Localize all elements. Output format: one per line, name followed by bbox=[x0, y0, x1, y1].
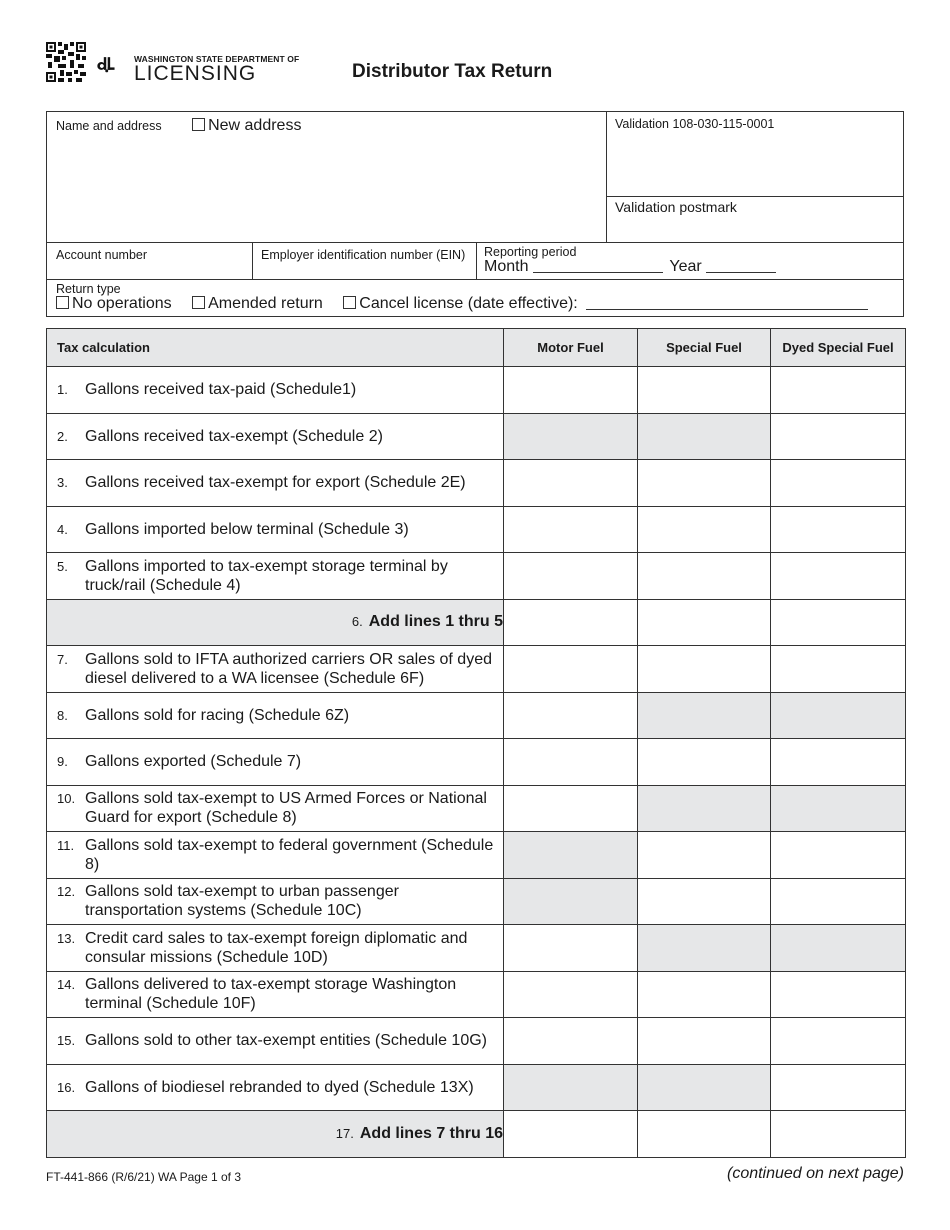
dyed-special-fuel-input[interactable] bbox=[771, 1018, 906, 1065]
dyed-special-fuel-input[interactable] bbox=[771, 506, 906, 553]
motor-fuel-input[interactable] bbox=[504, 785, 638, 832]
motor-fuel-input[interactable] bbox=[504, 599, 638, 646]
dyed-special-fuel-disabled bbox=[771, 785, 906, 832]
table-row bbox=[47, 925, 906, 972]
table-row bbox=[47, 692, 906, 739]
table-row bbox=[47, 832, 906, 879]
motor-fuel-input[interactable] bbox=[504, 925, 638, 972]
motor-fuel-input[interactable] bbox=[504, 506, 638, 553]
line-text: Gallons imported below terminal (Schedule 3) bbox=[85, 520, 409, 538]
table-header-row bbox=[47, 329, 906, 367]
form-id: FT-441-866 (R/6/21) WA Page 1 of 3 bbox=[46, 1170, 241, 1184]
table-row bbox=[47, 971, 906, 1018]
special-fuel-input[interactable] bbox=[638, 553, 771, 600]
new-address-checkbox[interactable] bbox=[192, 118, 205, 131]
line-description bbox=[47, 460, 504, 507]
amended-return-label: Amended return bbox=[208, 295, 323, 312]
tax-calculation-table bbox=[46, 328, 906, 1158]
dyed-special-fuel-input[interactable] bbox=[771, 739, 906, 786]
line-text: Gallons received tax-exempt (Schedule 2) bbox=[85, 427, 383, 445]
motor-fuel-input[interactable] bbox=[504, 553, 638, 600]
year-label: Year bbox=[669, 258, 702, 275]
line-number: 5. bbox=[57, 558, 68, 574]
cancel-license-checkbox[interactable] bbox=[343, 296, 356, 309]
validation-postmark-label: Validation postmark bbox=[615, 199, 737, 215]
line-number: 14. bbox=[57, 977, 76, 993]
line-description bbox=[47, 971, 504, 1018]
line-text: Gallons sold tax-exempt to urban passenger transportation systems (Schedule 10C) bbox=[85, 883, 399, 920]
column-header-dyed-special-fuel: Dyed Special Fuel bbox=[771, 329, 906, 367]
line-text: Gallons of biodiesel rebranded to dyed (Schedule 13X) bbox=[85, 1078, 474, 1096]
special-fuel-input[interactable] bbox=[638, 739, 771, 786]
special-fuel-disabled bbox=[638, 413, 771, 460]
line-number: 9. bbox=[57, 754, 68, 770]
line-text: Gallons sold tax-exempt to US Armed Forces or National Guard for export (Schedule 8) bbox=[85, 790, 487, 827]
ein-label: Employer identification number (EIN) bbox=[261, 248, 466, 262]
cancel-license-label: Cancel license (date effective): bbox=[359, 295, 578, 312]
table-row bbox=[47, 460, 906, 507]
month-field[interactable] bbox=[533, 258, 663, 273]
special-fuel-disabled bbox=[638, 785, 771, 832]
dyed-special-fuel-input[interactable] bbox=[771, 1111, 906, 1158]
special-fuel-input[interactable] bbox=[638, 878, 771, 925]
line-number: 7. bbox=[57, 651, 68, 667]
year-field[interactable] bbox=[706, 258, 776, 273]
line-description bbox=[47, 925, 504, 972]
line-number: 10. bbox=[57, 791, 76, 807]
special-fuel-input[interactable] bbox=[638, 646, 771, 693]
ein-cell[interactable] bbox=[253, 242, 477, 279]
motor-fuel-disabled bbox=[504, 832, 638, 879]
line-description bbox=[47, 413, 504, 460]
account-number-cell[interactable] bbox=[47, 242, 253, 279]
line-text: Gallons delivered to tax-exempt storage Washington terminal (Schedule 10F) bbox=[85, 976, 457, 1013]
line-description bbox=[47, 646, 504, 693]
return-type-cell bbox=[47, 279, 903, 316]
line-description bbox=[47, 832, 504, 879]
line-number: 17. bbox=[335, 1125, 354, 1141]
line-description bbox=[47, 506, 504, 553]
line-text: Add lines 1 thru 5 bbox=[368, 613, 503, 631]
column-header-tax-calculation: Tax calculation bbox=[47, 329, 504, 367]
line-number: 12. bbox=[57, 884, 76, 900]
motor-fuel-input[interactable] bbox=[504, 646, 638, 693]
barcode-icon bbox=[46, 42, 86, 82]
line-text: Gallons exported (Schedule 7) bbox=[85, 753, 302, 771]
return-type-label: Return type bbox=[56, 282, 121, 296]
special-fuel-input[interactable] bbox=[638, 599, 771, 646]
special-fuel-input[interactable] bbox=[638, 367, 771, 414]
name-address-label: Name and address bbox=[56, 119, 162, 133]
line-number: 1. bbox=[57, 382, 68, 398]
motor-fuel-input[interactable] bbox=[504, 739, 638, 786]
motor-fuel-input[interactable] bbox=[504, 460, 638, 507]
month-label: Month bbox=[484, 258, 529, 275]
no-operations-label: No operations bbox=[72, 295, 172, 312]
taxpayer-info-box bbox=[46, 111, 904, 317]
line-number: 15. bbox=[57, 1033, 76, 1049]
dyed-special-fuel-input[interactable] bbox=[771, 460, 906, 507]
table-row bbox=[47, 506, 906, 553]
line-number: 16. bbox=[57, 1079, 76, 1095]
motor-fuel-input[interactable] bbox=[504, 367, 638, 414]
motor-fuel-input[interactable] bbox=[504, 971, 638, 1018]
table-row bbox=[47, 785, 906, 832]
line-text: Gallons sold tax-exempt to federal government (Schedule 8) bbox=[85, 836, 494, 873]
special-fuel-input[interactable] bbox=[638, 460, 771, 507]
line-description bbox=[47, 878, 504, 925]
special-fuel-disabled bbox=[638, 925, 771, 972]
table-row bbox=[47, 1064, 906, 1111]
line-number: 13. bbox=[57, 930, 76, 946]
line-description bbox=[47, 1018, 504, 1065]
reporting-period-label: Reporting period bbox=[484, 245, 577, 259]
dyed-special-fuel-disabled bbox=[771, 925, 906, 972]
dyed-special-fuel-input[interactable] bbox=[771, 413, 906, 460]
new-address-label: New address bbox=[208, 117, 302, 134]
reporting-period-cell bbox=[477, 242, 903, 279]
line-text: Gallons received tax-paid (Schedule1) bbox=[85, 381, 357, 399]
motor-fuel-input[interactable] bbox=[504, 692, 638, 739]
dol-logo-icon bbox=[96, 46, 136, 82]
amended-return-checkbox[interactable] bbox=[192, 296, 205, 309]
agency-name-large: LICENSING bbox=[134, 62, 257, 85]
no-operations-checkbox[interactable] bbox=[56, 296, 69, 309]
line-description bbox=[47, 785, 504, 832]
table-row bbox=[47, 878, 906, 925]
line-text: Gallons sold to IFTA authorized carriers OR sales of dyed diesel delivered to a WA licensee (Schedule 6F) bbox=[85, 650, 492, 687]
line-text: Gallons sold to other tax-exempt entities (Schedule 10G) bbox=[85, 1032, 487, 1050]
name-address-cell[interactable] bbox=[47, 112, 607, 242]
account-number-label: Account number bbox=[56, 248, 148, 262]
special-fuel-disabled bbox=[638, 1064, 771, 1111]
subtotal-label bbox=[47, 599, 504, 646]
validation-postmark-cell bbox=[607, 197, 903, 242]
special-fuel-disabled bbox=[638, 692, 771, 739]
dyed-special-fuel-input[interactable] bbox=[771, 553, 906, 600]
dyed-special-fuel-disabled bbox=[771, 692, 906, 739]
line-number: 8. bbox=[57, 707, 68, 723]
line-text: Credit card sales to tax-exempt foreign diplomatic and consular missions (Schedule 10D) bbox=[85, 929, 468, 966]
dyed-special-fuel-input[interactable] bbox=[771, 832, 906, 879]
line-number: 3. bbox=[57, 475, 68, 491]
table-row-subtotal bbox=[47, 599, 906, 646]
motor-fuel-input[interactable] bbox=[504, 1111, 638, 1158]
page-title: Distributor Tax Return bbox=[352, 61, 553, 82]
line-description bbox=[47, 367, 504, 414]
line-number: 11. bbox=[57, 837, 75, 853]
line-description bbox=[47, 739, 504, 786]
motor-fuel-disabled bbox=[504, 413, 638, 460]
line-description bbox=[47, 692, 504, 739]
agency-name-small: WASHINGTON STATE DEPARTMENT OF bbox=[134, 54, 300, 64]
line-number: 2. bbox=[57, 428, 68, 444]
table-row bbox=[47, 553, 906, 600]
line-number: 6. bbox=[351, 614, 363, 630]
line-text: Add lines 7 thru 16 bbox=[359, 1124, 503, 1142]
line-number: 4. bbox=[57, 521, 68, 537]
cancel-date-field[interactable] bbox=[586, 295, 868, 310]
special-fuel-input[interactable] bbox=[638, 971, 771, 1018]
dyed-special-fuel-input[interactable] bbox=[771, 599, 906, 646]
validation-label: Validation 108-030-115-0001 bbox=[615, 117, 775, 131]
table-row bbox=[47, 739, 906, 786]
table-row bbox=[47, 413, 906, 460]
subtotal-label bbox=[47, 1111, 504, 1158]
motor-fuel-disabled bbox=[504, 878, 638, 925]
line-description bbox=[47, 1064, 504, 1111]
special-fuel-input[interactable] bbox=[638, 832, 771, 879]
validation-cell bbox=[607, 112, 903, 197]
column-header-motor-fuel: Motor Fuel bbox=[504, 329, 638, 367]
line-description bbox=[47, 553, 504, 600]
line-text: Gallons sold for racing (Schedule 6Z) bbox=[85, 706, 350, 724]
dyed-special-fuel-input[interactable] bbox=[771, 1064, 906, 1111]
page-header bbox=[46, 40, 904, 90]
special-fuel-input[interactable] bbox=[638, 506, 771, 553]
dyed-special-fuel-input[interactable] bbox=[771, 367, 906, 414]
special-fuel-input[interactable] bbox=[638, 1111, 771, 1158]
line-text: Gallons imported to tax-exempt storage terminal by truck/rail (Schedule 4) bbox=[85, 557, 448, 594]
special-fuel-input[interactable] bbox=[638, 1018, 771, 1065]
dyed-special-fuel-input[interactable] bbox=[771, 646, 906, 693]
dyed-special-fuel-input[interactable] bbox=[771, 971, 906, 1018]
column-header-special-fuel: Special Fuel bbox=[638, 329, 771, 367]
dyed-special-fuel-input[interactable] bbox=[771, 878, 906, 925]
line-text: Gallons received tax-exempt for export (Schedule 2E) bbox=[85, 474, 466, 492]
table-row bbox=[47, 367, 906, 414]
continued-note: (continued on next page) bbox=[726, 1165, 904, 1182]
table-row bbox=[47, 646, 906, 693]
table-row-subtotal bbox=[47, 1111, 906, 1158]
motor-fuel-disabled bbox=[504, 1064, 638, 1111]
table-row bbox=[47, 1018, 906, 1065]
motor-fuel-input[interactable] bbox=[504, 1018, 638, 1065]
